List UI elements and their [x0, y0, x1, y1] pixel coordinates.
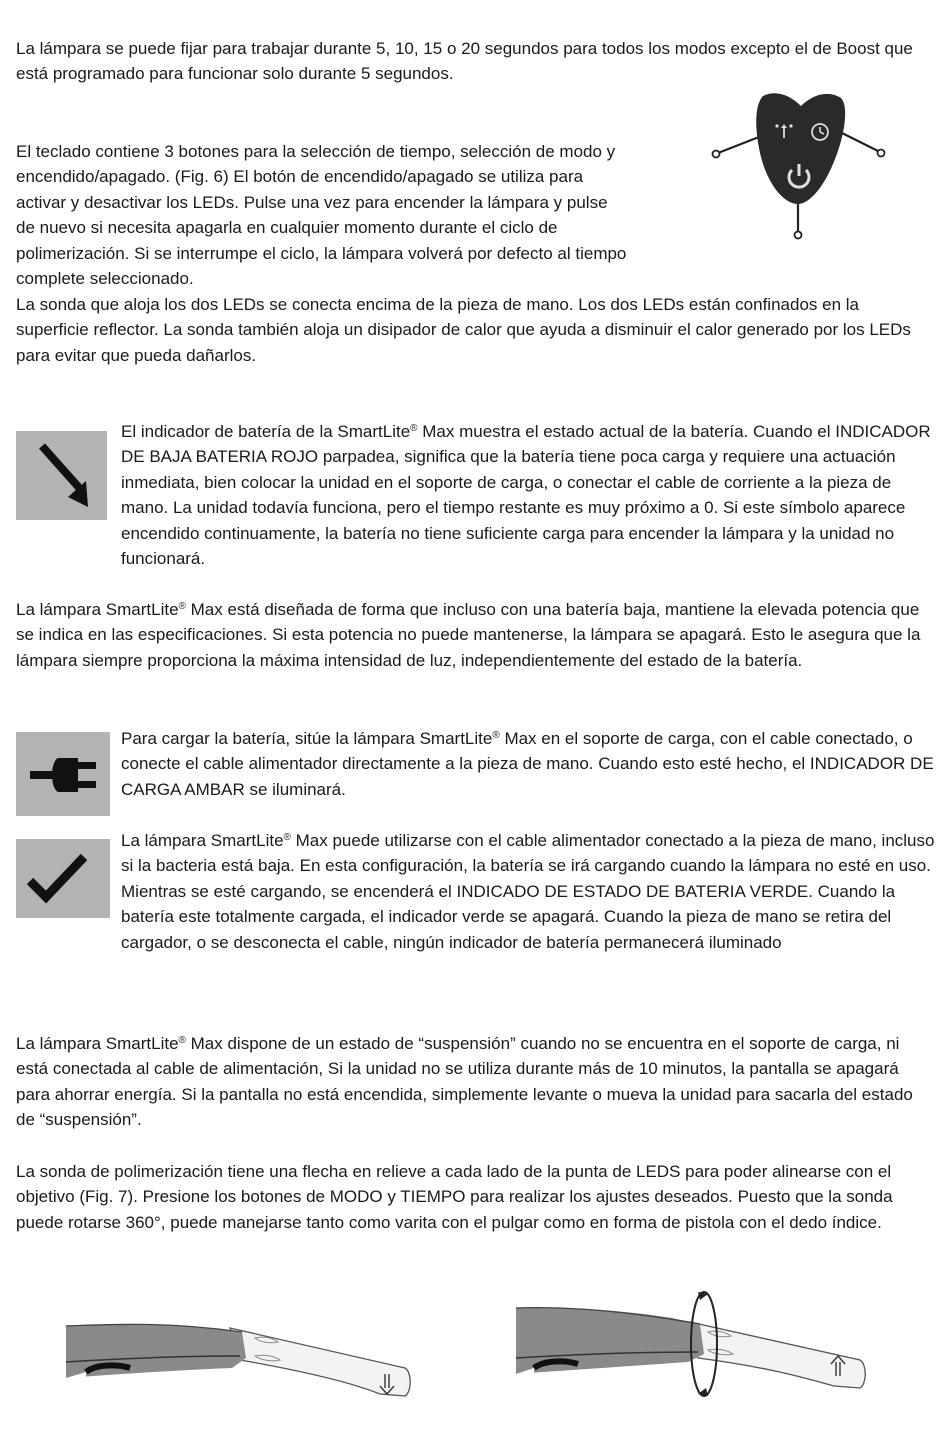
battery-indicator-icon-box [16, 431, 107, 520]
probe-leds-paragraph: La sonda que aloja los dos LEDs se conecta encima de la pieza de mano. Los dos LEDs están confinados en la superficie reflector. La sonda también aloja un disipador de calor que ayuda a disminuir el calor generado por los LEDs para evitar que pueda dañarlos. [16, 295, 911, 365]
battery-indicator-text-a: El indicador de batería de la SmartLite [121, 422, 411, 441]
plug-icon [16, 732, 110, 816]
suspension-text-b: Max dispone de un estado de “suspensión” cuando no se encuentra en el soporte de carga, ni está conectada al cable de alimentación, Si la unidad no se utiliza durante más de 10 minutos, la pantalla se apagará para ahorrar energía. Si la pantalla no está encendida, simplemente levante o mueva la unidad para sacarla del estado de “suspensión”. [16, 1034, 913, 1130]
keypad-figure [705, 88, 900, 240]
checkmark-icon [16, 839, 110, 918]
charged-text-b: Max puede utilizarse con el cable alimentador conectado a la pieza de mano, incluso si la bacteria está baja. En esta configuración, la batería se irá cargando cuando la lámpara no esté en uso. Mientras se esté cargando, se encenderá el INDICADO DE ESTADO DE BATERIA VERDE. Cuando la batería este totalmente cargada, el indicador verde se apagará. Cuando la pieza de mano se retira del cargador, o se desconecta el cable, ningún indicador de batería permanecerá iluminado [121, 831, 935, 952]
probe-rotation-paragraph: La sonda de polimerización tiene una flecha en relieve a cada lado de la punta de LEDS para poder alinearse con el objetivo (Fig. 7). Presione los botones de MODO y TIEMPO para realizar los ajustes deseados. Puesto que la sonda puede rotarse 360°, puede manejarse tanto como varita con el pulgar como en forma de pistola con el dedo índice. [16, 1162, 893, 1232]
battery-indicator-text-b: Max muestra el estado actual de la batería. Cuando el INDICADOR DE BAJA BATERIA ROJO parpadea, significa que la batería tiene poca carga y requiere una actuación inmediata, bien colocar la unidad en el soporte de carga, o conectar el cable de corriente a la pieza de mano. La unidad todavía funciona, pero el tiempo restante es muy próximo a 0. Si este símbolo aparece encendido continuamente, la batería no tiene suficiente carga para encender la lámpara y la unidad no funcionará. [121, 422, 931, 569]
charging-paragraph [121, 726, 936, 802]
low-battery-text-b: Max está diseñada de forma que incluso con una batería baja, mantiene la elevada potencia que se indica en las especificaciones. Si esta potencia no puede mantenerse, la lámpara se apagará. Esto le asegura que la lámpara siempre proporciona la máxima intensidad de luz, independientemente del estado de la batería. [16, 600, 921, 670]
suspension-text-a: La lámpara SmartLite [16, 1034, 179, 1053]
registered-mark: ® [178, 601, 186, 612]
handpiece-figure-left [60, 1300, 420, 1410]
registered-mark: ® [178, 1035, 186, 1046]
registered-mark: ® [283, 832, 291, 843]
charging-text-a: Para cargar la batería, sitúe la lámpara SmartLite [121, 729, 493, 748]
suspension-paragraph [16, 1031, 931, 1133]
charged-text-a: La lámpara SmartLite [121, 831, 284, 850]
battery-indicator-paragraph [121, 419, 936, 571]
charging-icon-box [16, 732, 110, 816]
charged-paragraph [121, 828, 936, 955]
charging-text-b: Max en el soporte de carga, con el cable conectado, o conecte el cable alimentador directamente a la pieza de mano. Cuando esto esté hecho, el INDICADOR DE CARGA AMBAR se iluminará. [121, 729, 934, 799]
intro-paragraph: La lámpara se puede fijar para trabajar durante 5, 10, 15 o 20 segundos para todos los modos excepto el de Boost que está programado para funcionar solo durante 5 segundos. [16, 39, 913, 84]
low-battery-paragraph [16, 597, 931, 673]
registered-mark: ® [492, 730, 500, 741]
low-battery-text-a: La lámpara SmartLite [16, 600, 179, 619]
arrow-down-right-icon [16, 431, 107, 520]
handpiece-figure-right [512, 1282, 874, 1410]
keypad-paragraph: El teclado contiene 3 botones para la selección de tiempo, selección de modo y encendido/apagado. (Fig. 6) El botón de encendido/apagado se utiliza para activar y desactivar los LEDs. Pulse una vez para encender la lámpara y pulse de nuevo si necesita apagarla en cualquier momento durante el ciclo de polimerización. Si se interrumpe el ciclo, la lámpara volverá por defecto al tiempo complete seleccionado. [16, 142, 627, 289]
charged-icon-box [16, 839, 110, 918]
registered-mark: ® [410, 423, 418, 434]
